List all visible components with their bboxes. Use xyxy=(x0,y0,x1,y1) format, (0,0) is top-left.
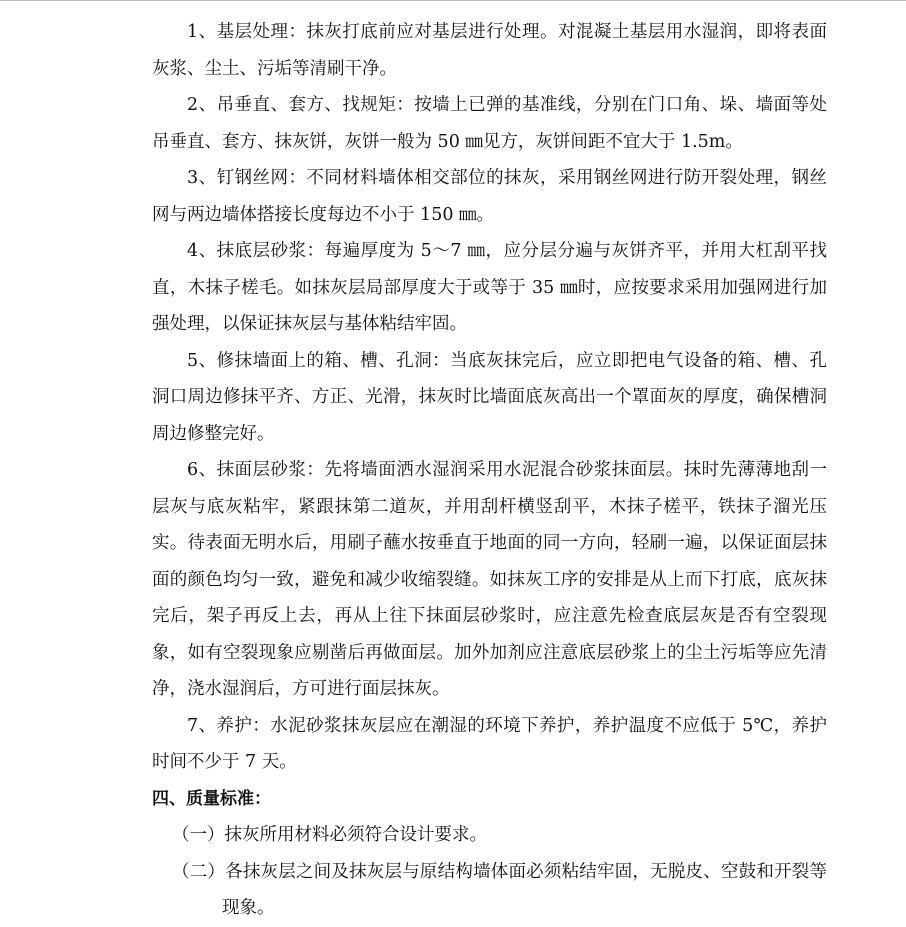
section-heading-quality-standards: 四、质量标准： xyxy=(152,788,271,809)
paragraph-box-slot-repair: 5、修抹墙面上的箱、槽、孔洞：当底灰抹完后，应立即把电气设备的箱、槽、孔洞口周边修抹平齐、方正、光滑，抹灰时比墙面底灰高出一个罩面灰的厚度，确保槽洞周边修整完好。 xyxy=(152,350,827,444)
paragraph-plumb-square: 2、吊垂直、套方、找规矩：按墙上已弹的基准线，分别在门口角、垛、墙面等处吊垂直、套方、抹灰饼，灰饼一般为 50 ㎜见方，灰饼间距不宜大于 1.5m。 xyxy=(152,95,827,152)
paragraph-base-treatment: 1、基层处理：抹灰打底前应对基层进行处理。对混凝土基层用水湿润，即将表面灰浆、尘土、污垢等清刷干净。 xyxy=(152,22,827,79)
standard-item-bonding: （二）各抹灰层之间及抹灰层与原结构墙体面必须粘结牢固，无脱皮、空鼓和开裂等现象。 xyxy=(172,861,827,918)
paragraph-steel-mesh: 3、钉钢丝网：不同材料墙体相交部位的抹灰，采用钢丝网进行防开裂处理，钢丝网与两边墙体搭接长度每边不小于 150 ㎜。 xyxy=(152,168,827,225)
paragraph-curing: 7、养护：水泥砂浆抹灰层应在潮湿的环境下养护，养护温度不应低于 5℃，养护时间不少于 7 天。 xyxy=(152,715,827,772)
standard-item-materials: （一）抹灰所用材料必须符合设计要求。 xyxy=(172,825,487,845)
paragraph-base-mortar: 4、抹底层砂浆：每遍厚度为 5～7 ㎜，应分层分遍与灰饼齐平，并用大杠刮平找直，木抹子槎毛。如抹灰层局部厚度大于或等于 35 ㎜时，应按要求采用加强网进行加强处理，以保证抹灰层与基体粘结牢固。 xyxy=(152,241,827,334)
paragraph-surface-mortar: 6、抹面层砂浆：先将墙面洒水湿润采用水泥混合砂浆抹面层。抹时先薄薄地刮一层灰与底灰粘牢，紧跟抹第二道灰，并用刮杆横竖刮平，木抹子槎平，铁抹子溜光压实。待表面无明水后，用刷子蘸水按垂直于地面的同一方向，轻刷一遍，以保证面层抹面的颜色均匀一致，避免和减少收缩裂缝。如抹灰工序的安排是从上而下打底，底灰抹完后，架子再反上去，再从上往下抹面层砂浆时，应注意先检查底层灰是否有空裂现象，如有空裂现象应剔凿后再做面层。加外加剂应注意底层砂浆上的尘土污垢等应先清净，浇水湿润后，方可进行面层抹灰。 xyxy=(152,460,827,699)
document-body xyxy=(152,14,827,927)
